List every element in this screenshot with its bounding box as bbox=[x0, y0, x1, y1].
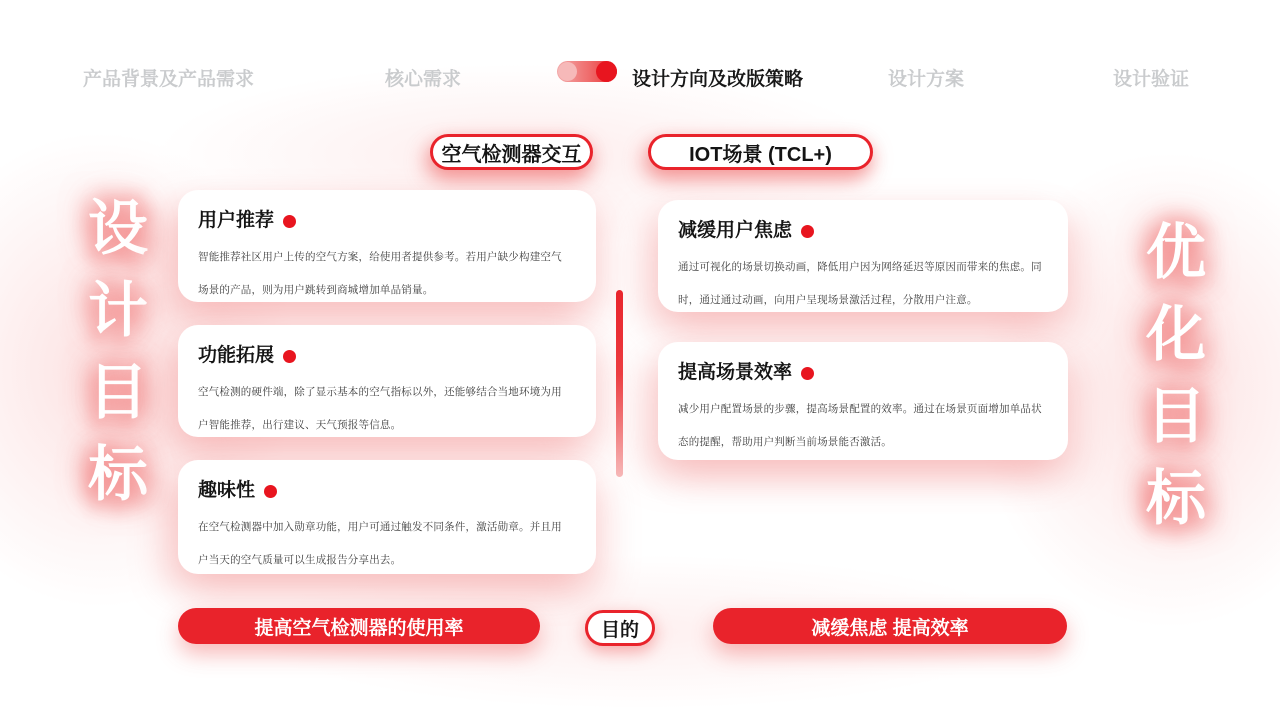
card-title: 减缓用户焦虑 bbox=[678, 220, 793, 241]
tab-design-plan[interactable]: 设计方案 bbox=[888, 69, 965, 90]
goal-button-usage-rate[interactable]: 提高空气检测器的使用率 bbox=[178, 608, 540, 644]
red-dot-icon bbox=[264, 485, 277, 498]
red-dot-icon bbox=[283, 350, 296, 363]
card-body: 在空气检测器中加入勋章功能，用户可通过触发不同条件，激活勋章。并且用户当天的空气质量可以生成报告分享出去。 bbox=[198, 521, 562, 566]
card-body: 通过可视化的场景切换动画，降低用户因为网络延迟等原因而带来的焦虑。同时，通过通过动画，向用户呈现场景激活过程，分散用户注意。 bbox=[678, 261, 1042, 306]
red-dot-icon bbox=[283, 215, 296, 228]
card-body: 智能推荐社区用户上传的空气方案，给使用者提供参考。若用户缺少构建空气场景的产品，则为用户跳转到商城增加单品销量。 bbox=[198, 251, 562, 296]
section-header-air-detector: 空气检测器交互 bbox=[430, 134, 593, 170]
purpose-pill: 目的 bbox=[585, 610, 655, 646]
card-title: 趣味性 bbox=[198, 480, 256, 501]
side-label-optimize-goal: 优化目标 bbox=[1138, 220, 1205, 548]
tab-design-validation[interactable]: 设计验证 bbox=[1113, 69, 1190, 90]
card-fun-factor bbox=[178, 460, 596, 574]
card-ease-anxiety bbox=[658, 200, 1068, 312]
card-body: 空气检测的硬件端，除了显示基本的空气指标以外，还能够结合当地环境为用户智能推荐，出行建议、天气预报等信息。 bbox=[198, 386, 562, 431]
tab-core-needs[interactable]: 核心需求 bbox=[385, 69, 462, 90]
red-dot-icon bbox=[801, 367, 814, 380]
tab-design-direction[interactable]: 设计方向及改版策略 bbox=[632, 69, 804, 90]
card-user-recommend bbox=[178, 190, 596, 302]
card-scene-efficiency bbox=[658, 342, 1068, 460]
card-feature-expansion bbox=[178, 325, 596, 437]
vertical-divider bbox=[616, 290, 623, 477]
card-title: 用户推荐 bbox=[198, 210, 275, 231]
toggle-right-knob-icon bbox=[596, 61, 617, 82]
section-header-iot-scene: IOT场景 (TCL+) bbox=[648, 134, 873, 170]
card-title: 提高场景效率 bbox=[678, 362, 793, 383]
side-label-design-goal: 设计目标 bbox=[80, 196, 147, 524]
card-body: 减少用户配置场景的步骤，提高场景配置的效率。通过在场景页面增加单品状态的提醒，帮助用户判断当前场景能否激活。 bbox=[678, 403, 1042, 448]
card-title: 功能拓展 bbox=[198, 345, 275, 366]
toggle-left-knob-icon bbox=[558, 62, 577, 81]
red-dot-icon bbox=[801, 225, 814, 238]
tab-product-background[interactable]: 产品背景及产品需求 bbox=[83, 69, 255, 90]
goal-button-efficiency[interactable]: 减缓焦虑 提高效率 bbox=[713, 608, 1067, 644]
active-tab-toggle-icon bbox=[557, 61, 617, 82]
